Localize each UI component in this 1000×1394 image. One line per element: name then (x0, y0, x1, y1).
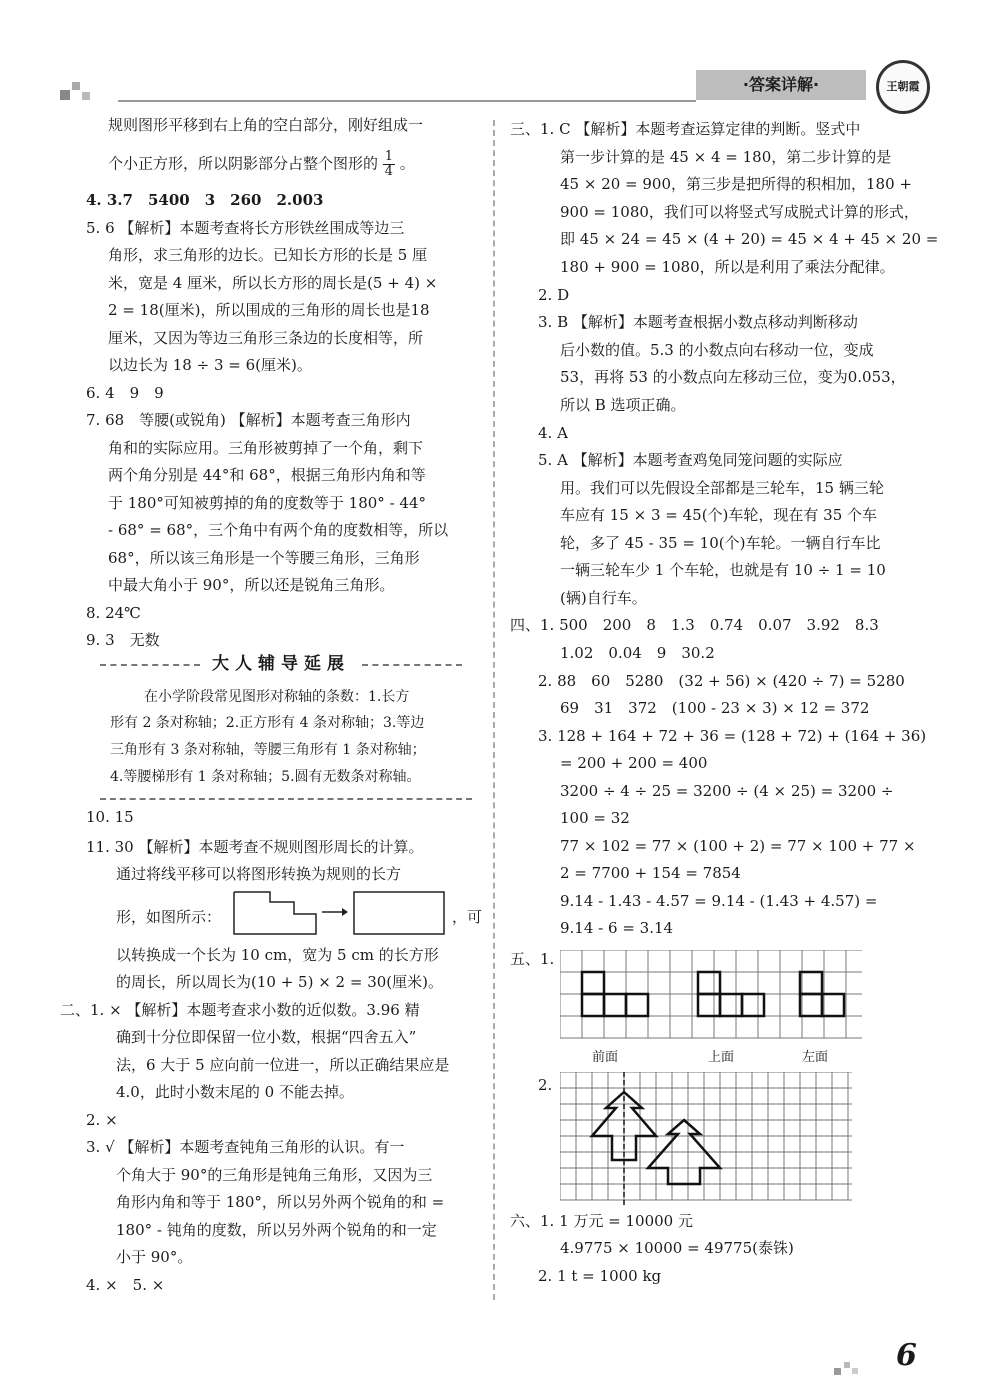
left-view-cell (822, 994, 844, 1016)
text-line: 在小学阶段常见图形对称轴的条数：1.长方 (144, 689, 410, 705)
column-divider (493, 120, 495, 1300)
text-line: 3200 ÷ 4 ÷ 25 = 3200 ÷ (4 × 25) = 3200 ÷ (560, 782, 894, 800)
text-line: 个角大于 90°的三角形是钝角三角形，又因为三 (116, 1166, 433, 1184)
text-line: 角和的实际应用。三角形被剪掉了一个角，剩下 (108, 439, 424, 457)
perimeter-figure (230, 888, 450, 938)
text-line: 第一步计算的是 45 × 4 = 180，第二步计算的是 (560, 148, 892, 166)
section-3-answer-2: 2. D (538, 286, 570, 304)
text-line: 100 = 32 (560, 809, 630, 827)
text-line: 所以 B 选项正确。 (560, 396, 686, 414)
answer-4: 4. 3.7 5400 3 260 2.003 (86, 191, 324, 209)
answer-7: 7. 68 等腰(或锐角) 【解析】本题考查三角形内 (86, 411, 411, 429)
text-line: 角形，求三角形的边长。已知长方形的长是 5 厘 (108, 246, 428, 264)
section-3-answer-5: 5. A 【解析】本题考查鸡兔同笼问题的实际应 (538, 451, 843, 469)
extension-title-bar (86, 650, 476, 680)
section-2-answer-2: 2. × (86, 1111, 118, 1129)
dashed-rule (100, 664, 200, 666)
text-line: 车应有 15 × 3 = 45(个)车轮，现在有 35 个车 (560, 506, 878, 524)
answer-10: 10. 15 (86, 808, 134, 826)
text-line: 4.9775 × 10000 = 49775(泰铢) (560, 1239, 794, 1257)
text-line: 以转换成一个长为 10 cm，宽为 5 cm 的长方形 (116, 946, 439, 964)
text-line: 个小正方形，所以阴影部分占整个图形的 $\frac{1}{4}$ 。 (108, 149, 415, 179)
text-line: 900 = 1080，我们可以将竖式写成脱式计算的形式， (560, 203, 919, 221)
answer-8: 8. 24℃ (86, 604, 141, 622)
left-view-cell (800, 994, 822, 1016)
section-3-answer-1: 三、1. C 【解析】本题考查运算定律的判断。竖式中 (510, 120, 861, 138)
header-rule (118, 100, 696, 102)
top-view-cell (698, 972, 720, 994)
text-line: 2 = 7700 + 154 = 7854 (560, 864, 741, 882)
arrow-head (342, 908, 348, 916)
answer-9: 9. 3 无数 (86, 631, 160, 649)
answer-11: 11. 30 【解析】本题考查不规则图形周长的计算。 (86, 838, 424, 856)
page-number: 6 (896, 1338, 917, 1373)
text-line: 一辆三轮车少 1 个车轮，也就是有 10 ÷ 1 = 10 (560, 561, 886, 579)
view-label-left: 左面 (802, 1050, 829, 1065)
text-line: 的周长，所以周长为(10 + 5) × 2 = 30(厘米)。 (116, 973, 443, 991)
rectangle-shape (354, 892, 444, 934)
text-line: 180° - 钝角的度数，所以另外两个锐角的和一定 (116, 1221, 437, 1239)
section-4-answer-3: 3. 128 + 164 + 72 + 36 = (128 + 72) + (164 + 36) (538, 727, 927, 745)
section-6-answer-2: 2. 1 t = 1000 kg (538, 1267, 662, 1285)
section-3-answer-4: 4. A (538, 424, 568, 442)
section-2-answer-3: 3. √ 【解析】本题考查钝角三角形的认识。有一 (86, 1138, 405, 1156)
text-line: 45 × 20 = 900，第三步是把所得的积相加，180 + (560, 175, 912, 193)
text-line: 厘米，又因为等边三角形三条边的长度相等，所 (108, 329, 424, 347)
text-line: 68°，所以该三角形是一个等腰三角形，三角形 (108, 549, 420, 567)
section-4-answer-1: 四、1. 500 200 8 1.3 0.74 0.07 3.92 8.3 (510, 616, 879, 634)
section-5-answer-2: 2. (538, 1076, 553, 1094)
front-view-cell (604, 994, 626, 1016)
front-view-cell (626, 994, 648, 1016)
view-shapes (582, 972, 844, 1016)
front-view-cell (582, 972, 604, 994)
text-line: 即 45 × 24 = 45 × (4 + 20) = 45 × 4 + 45 × 20 = (560, 230, 939, 248)
staircase-shape (234, 892, 316, 934)
text-line: 69 31 372 (100 - 23 × 3) × 12 = 372 (560, 699, 870, 717)
text-line: 53，再将 53 的小数点向左移动三位，变为0.053， (560, 368, 906, 386)
answer-5: 5. 6 【解析】本题考查将长方形铁丝围成等边三 (86, 219, 405, 237)
text-line: 两个角分别是 44°和 68°，根据三角形内角和等 (108, 466, 426, 484)
three-view-grid (560, 950, 866, 1046)
brand-logo: 王朝霞 (876, 60, 930, 114)
top-view-cell (698, 994, 720, 1016)
text-line: 小于 90°。 (116, 1248, 193, 1266)
text-line: 通过将线平移可以将图形转换为规则的长方 (116, 865, 402, 883)
text-line: 轮，多了 45 - 35 = 10(个)车轮。一辆自行车比 (560, 534, 881, 552)
text-line: 三角形有 3 条对称轴，等腰三角形有 1 条对称轴； (110, 742, 426, 758)
text-line: ，可 (452, 908, 483, 926)
text-line: 用。我们可以先假设全部都是三轮车，15 辆三轮 (560, 479, 884, 497)
view-label-front: 前面 (592, 1050, 619, 1065)
extension-box (100, 684, 472, 800)
text-line: 形，如图所示： (116, 908, 222, 926)
text-line: (辆)自行车。 (560, 589, 647, 607)
section-5-answer-1: 五、1. (510, 950, 555, 968)
text-line: 2 = 18(厘米)，所以围成的三角形的周长也是18 (108, 301, 430, 319)
text-line: 中最大角小于 90°，所以还是锐角三角形。 (108, 576, 395, 594)
text-line: 1.02 0.04 9 30.2 (560, 644, 715, 662)
text-line: 于 180°可知被剪掉的角的度数等于 180° - 44° (108, 494, 426, 512)
top-view-cell (742, 994, 764, 1016)
header-tab: ·答案详解· (696, 70, 866, 100)
front-view-cell (582, 994, 604, 1016)
extension-title: 大人辅导延展 (212, 654, 350, 674)
text-line: 9.14 - 6 = 3.14 (560, 919, 674, 937)
text-line: 4.0，此时小数末尾的 0 不能去掉。 (116, 1083, 354, 1101)
text-line: 角形内角和等于 180°，所以另外两个锐角的和 = (116, 1193, 445, 1211)
text-line: 以边长为 18 ÷ 3 = 6(厘米)。 (108, 356, 312, 374)
top-view-cell (720, 994, 742, 1016)
fraction: $\frac{1}{4}$ (384, 149, 394, 179)
text-line: 法，6 大于 5 应向前一位进一，所以正确结果应是 (116, 1056, 450, 1074)
text-line: 确到十分位即保留一位小数，根据“四舍五入” (116, 1028, 417, 1046)
text-line: 9.14 - 1.43 - 4.57 = 9.14 - (1.43 + 4.57) = (560, 892, 878, 910)
section-6-answer-1: 六、1. 1 万元 = 10000 元 (510, 1212, 693, 1230)
text-line: 4.等腰梯形有 1 条对称轴；5.圆有无数条对称轴。 (110, 769, 421, 785)
answer-6: 6. 4 9 9 (86, 384, 164, 402)
section-3-answer-3: 3. B 【解析】本题考查根据小数点移动判断移动 (538, 313, 858, 331)
text-line: 后小数的值。5.3 的小数点向右移动一位，变成 (560, 341, 874, 359)
text-line: 形有 2 条对称轴；2.正方形有 4 条对称轴；3.等边 (110, 715, 425, 731)
text-line: - 68° = 68°，三个角中有两个角的度数相等，所以 (108, 521, 449, 539)
section-4-answer-2: 2. 88 60 5280 (32 + 56) × (420 ÷ 7) = 5280 (538, 672, 905, 690)
text-line: 米，宽是 4 厘米，所以长方形的周长是(5 + 4) × (108, 274, 438, 292)
view-label-top: 上面 (708, 1050, 735, 1065)
left-view-cell (800, 972, 822, 994)
text-line: 规则图形平移到右上角的空白部分，刚好组成一 (108, 116, 424, 134)
text-line: 180 + 900 = 1080，所以是利用了乘法分配律。 (560, 258, 895, 276)
symmetry-grid (560, 1072, 856, 1206)
dashed-rule (362, 664, 462, 666)
text-line: = 200 + 200 = 400 (560, 754, 708, 772)
section-2-answer-1: 二、1. × 【解析】本题考查求小数的近似数。3.96 精 (60, 1001, 420, 1019)
text-line: 77 × 102 = 77 × (100 + 2) = 77 × 100 + 77 × (560, 837, 916, 855)
section-2-answer-4-5: 4. × 5. × (86, 1276, 165, 1294)
